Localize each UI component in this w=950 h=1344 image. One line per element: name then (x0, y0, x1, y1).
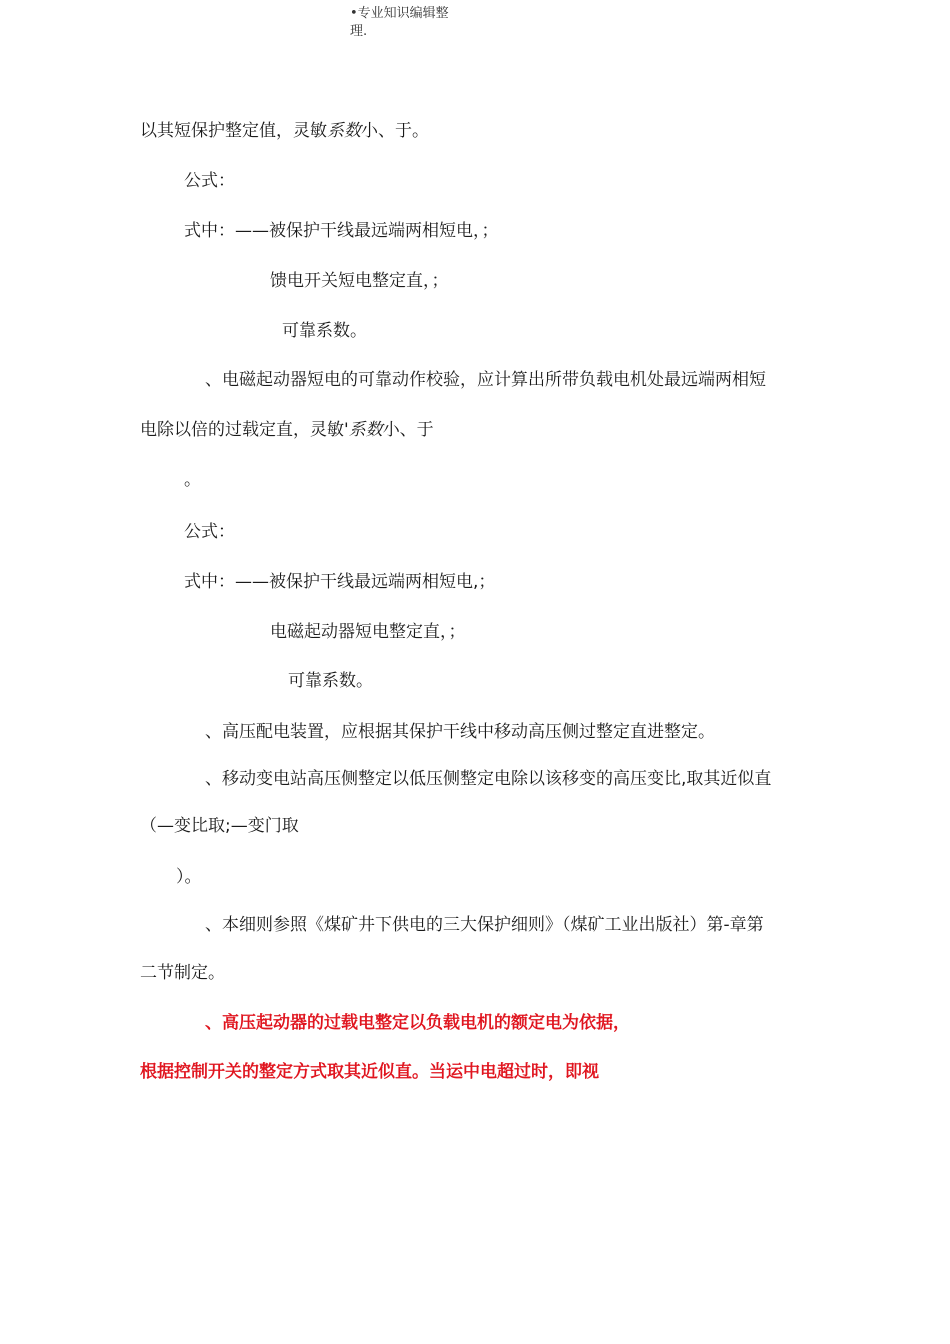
text-line-8: 。 (184, 470, 201, 490)
text-line-7-c: 小、于 (382, 420, 434, 440)
text-line-15: （—变比取;—变门取 (140, 816, 299, 836)
page-header (350, 5, 460, 41)
text-line-17: 、本细则参照《煤矿井下供电的三大保护细则》（煤矿工业出版社）第-章第 (205, 915, 764, 935)
header-line-2: 理. (350, 24, 368, 39)
where-line-1: 式中：——被保护干线最远端两相短电，； (184, 221, 499, 241)
definition-line-1: 馈电开关短电整定直，； (270, 271, 449, 291)
definition-line-2: 可靠系数。 (282, 321, 367, 341)
text-line-6: 、电磁起动器短电的可靠动作校验，应计算出所带负载电机处最远端两相短 (205, 370, 766, 390)
formula-label-1: 公式： (184, 171, 235, 191)
highlight-line-1: 、高压起动器的过载电整定以负载电机的额定电为依据， (205, 1013, 630, 1033)
where-line-2: 式中：——被保护干线最远端两相短电,； (184, 572, 496, 592)
definition-line-3: 电磁起动器短电整定直，； (270, 622, 466, 642)
text-line-18: 二节制定。 (140, 963, 225, 983)
text-line-7-a: 电除以倍的过载定直，灵敏 (140, 420, 344, 440)
text-line-1-a: 以其短保护整定值，灵敏 (140, 121, 327, 141)
text-line-7-italic: '系数 (344, 420, 383, 440)
text-line-14: 、移动变电站高压侧整定以低压侧整定电除以该移变的高压变比,取其近似直 (205, 769, 772, 789)
text-line-16: ）。 (176, 867, 202, 887)
text-line-1 (140, 119, 429, 143)
highlight-line-2: 根据控制开关的整定方式取其近似直。当运中电超过时，即视 (140, 1062, 599, 1082)
text-line-1-c: 小、于。 (361, 121, 429, 141)
formula-label-2: 公式： (184, 522, 235, 542)
text-line-13: 、高压配电装置，应根据其保护干线中移动高压侧过整定直进整定。 (205, 722, 715, 742)
header-line-1: •专业知识编辑整 (350, 6, 449, 21)
text-line-1-italic: 系数 (327, 121, 361, 141)
text-line-7 (140, 418, 434, 442)
definition-line-4: 可靠系数。 (288, 671, 373, 691)
